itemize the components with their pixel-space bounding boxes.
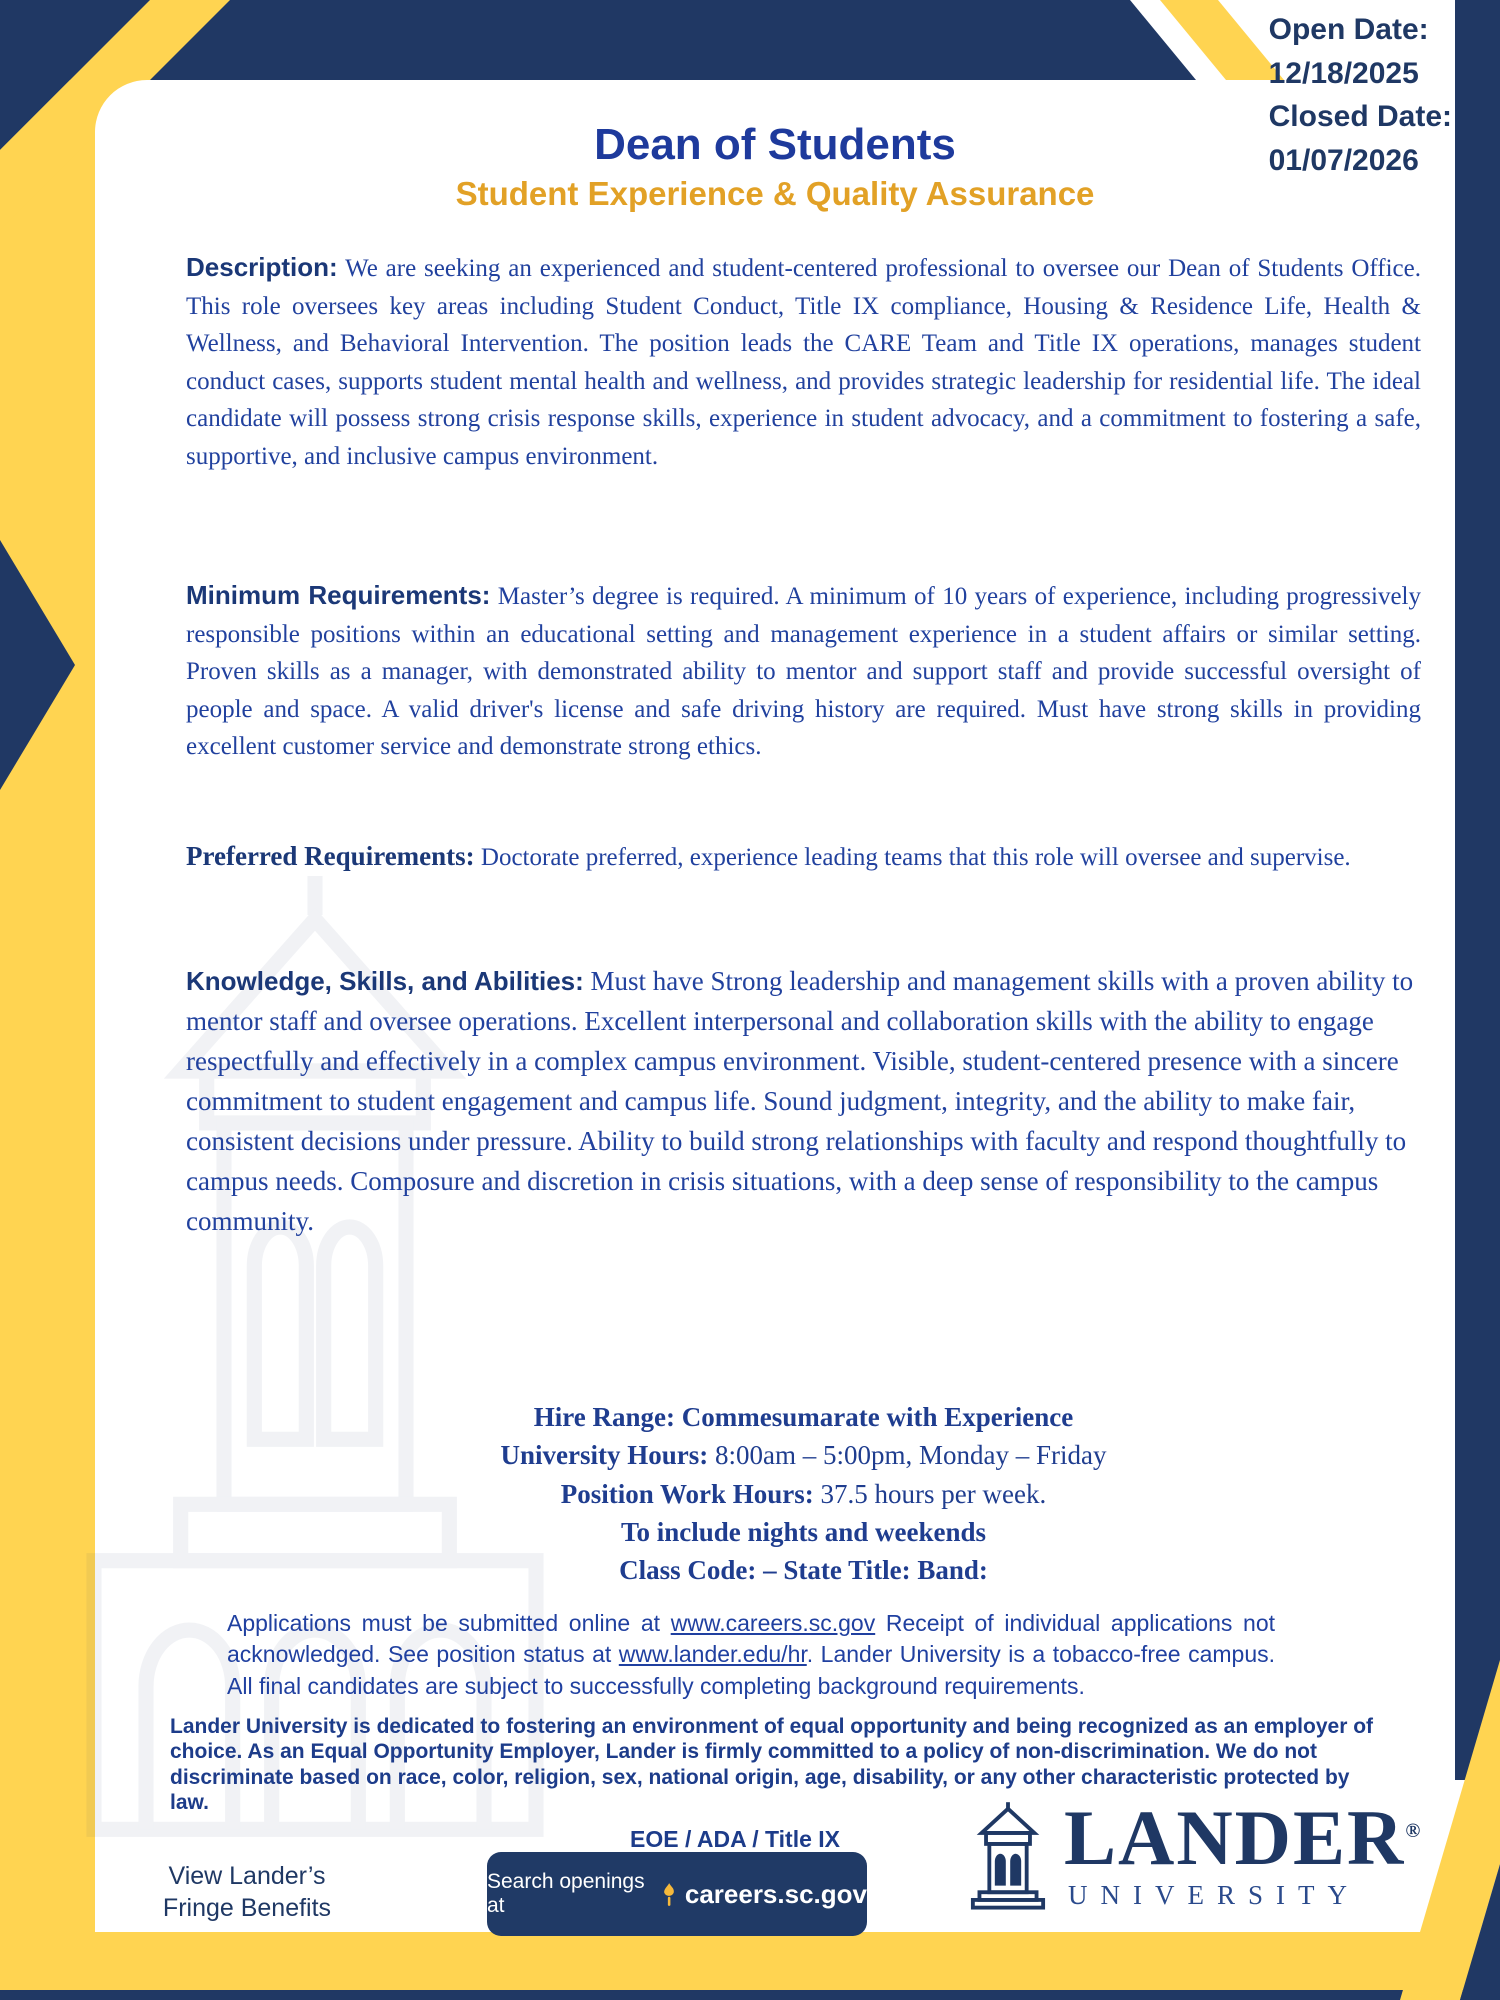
registered-mark: ® bbox=[1405, 1819, 1423, 1842]
description-label: Description: bbox=[186, 252, 338, 282]
careers-link[interactable]: www.careers.sc.gov bbox=[670, 1610, 876, 1636]
closed-date-label: Closed Date: bbox=[1268, 100, 1452, 133]
logo-text bbox=[1064, 1793, 1423, 1911]
page-title: Dean of Students bbox=[594, 120, 956, 169]
lander-university-logo bbox=[968, 1793, 1423, 1912]
description-text: We are seeking an experienced and student-centered professional to oversee our Dean of Students Office. This role oversees key areas including Student Conduct, Title IX compliance, Housing & Residence Life, Health & Wellness, and Behavioral Intervention. The position leads the CARE Team and Title IX operations, manages student conduct cases, supports student mental health and wellness, and provides strategic leadership for residential life. The ideal candidate will possess strong crisis response skills, experience in student advocacy, and a commitment to fostering a safe, supportive, and inclusive campus environment. bbox=[186, 255, 1421, 470]
hire-range-label: Hire Range: bbox=[533, 1402, 676, 1432]
university-hours-value: 8:00am – 5:00pm, Monday – Friday bbox=[715, 1440, 1107, 1471]
lander-hr-link[interactable]: www.lander.edu/hr bbox=[618, 1641, 807, 1668]
navy-bottom-strip bbox=[0, 1990, 1500, 2000]
fringe-line2: Fringe Benefits bbox=[162, 1894, 332, 1922]
ksa-label: Knowledge, Skills, and Abilities: bbox=[186, 966, 584, 996]
preferred-requirements-label: Preferred Requirements: bbox=[186, 841, 475, 871]
button-prefix-text: Search openings at bbox=[487, 1870, 645, 1917]
logo-word-text: LANDER bbox=[1064, 1793, 1406, 1881]
torch-icon bbox=[660, 1881, 678, 1908]
class-code-line bbox=[186, 1551, 1421, 1589]
position-details-block bbox=[186, 1398, 1421, 1590]
work-hours-line bbox=[186, 1475, 1421, 1513]
hire-range-line bbox=[186, 1398, 1421, 1436]
page-subtitle: Student Experience & Quality Assurance bbox=[455, 175, 1095, 212]
class-code-label: Class Code: bbox=[619, 1555, 757, 1586]
university-hours-label: University Hours: bbox=[500, 1440, 709, 1471]
open-date-value: 12/18/2025 bbox=[1268, 56, 1419, 90]
lander-tower-icon bbox=[968, 1800, 1048, 1912]
apps-part1: Applications must be submitted online at bbox=[227, 1610, 661, 1636]
gold-bottom-band bbox=[0, 1932, 1500, 1990]
work-hours-label: Position Work Hours: bbox=[560, 1478, 814, 1509]
minimum-requirements-text: Master’s degree is required. A minimum of 10 years of experience, including progressively responsible positions within an educational setting and management experience in a student affairs or similar setting. Proven skills as a manager, with demonstrated ability to mentor and support staff and provide successful oversight of people and space. A valid driver's license and safe driving history are required. Must have strong skills in providing excellent customer service and demonstrate strong ethics. bbox=[186, 583, 1421, 760]
logo-subtext: UNIVERSITY bbox=[1068, 1880, 1360, 1911]
nights-weekends-line bbox=[186, 1513, 1421, 1551]
apps-part2: Receipt of individual applications not acknowledged. See position status at bbox=[227, 1610, 1276, 1668]
apps-part3: . Lander University is a tobacco-free campus. All final candidates are subject to successfully completing background requirements. bbox=[227, 1641, 1276, 1699]
class-code-value: – State Title: Band: bbox=[763, 1555, 988, 1586]
fringe-line1: View Lander’s bbox=[168, 1862, 326, 1890]
eeo-statement: Lander University is dedicated to fostering an environment of equal opportunity and being recognized as an employer of choice. As an Equal Opportunity Employer, Lander is firmly committed to a policy of non-discrimination. We do not discriminate based on race, color, religion, sex, national origin, age, disability, or any other characteristic protected by law. bbox=[170, 1715, 1374, 1815]
ksa-paragraph bbox=[186, 962, 1421, 1242]
work-hours-value: 37.5 hours per week. bbox=[820, 1478, 1047, 1509]
description-paragraph bbox=[186, 248, 1421, 475]
preferred-requirements-paragraph bbox=[186, 836, 1421, 877]
preferred-requirements-text: Doctorate preferred, experience leading teams that this role will oversee and supervise. bbox=[480, 844, 1351, 871]
hire-range-value: Commesumarate with Experience bbox=[681, 1402, 1074, 1432]
minimum-requirements-label: Minimum Requirements: bbox=[186, 580, 491, 610]
eoe-line: EOE / ADA / Title IX bbox=[629, 1826, 841, 1852]
nights-weekends-text: To include nights and weekends bbox=[620, 1516, 987, 1547]
university-hours-line bbox=[186, 1436, 1421, 1474]
button-domain-text: careers.sc.gov bbox=[684, 1878, 867, 1909]
navy-right-band bbox=[1455, 0, 1500, 1780]
open-date-label: Open Date: bbox=[1268, 13, 1429, 46]
search-openings-button[interactable] bbox=[487, 1852, 867, 1936]
header bbox=[95, 120, 1455, 213]
ksa-text: Must have Strong leadership and management skills with a proven ability to mentor staff and oversee operations. Excellent interpersonal and collaboration skills with the ability to engage respectfully and effectively in a complex campus environment. Visible, student-centered presence with a sincere commitment to student engagement and campus life. Sound judgment, integrity, and the ability to make fair, consistent decisions under pressure. Ability to build strong relationships with faculty and respond thoughtfully to campus needs. Composure and discretion in crisis situations, with a deep sense of responsibility to the campus community. bbox=[186, 966, 1414, 1236]
logo-wordmark bbox=[1064, 1793, 1423, 1881]
fringe-benefits-link[interactable] bbox=[138, 1860, 356, 1924]
application-instructions bbox=[227, 1608, 1275, 1702]
closed-date-value: 01/07/2026 bbox=[1268, 143, 1419, 177]
minimum-requirements-paragraph bbox=[186, 576, 1421, 766]
